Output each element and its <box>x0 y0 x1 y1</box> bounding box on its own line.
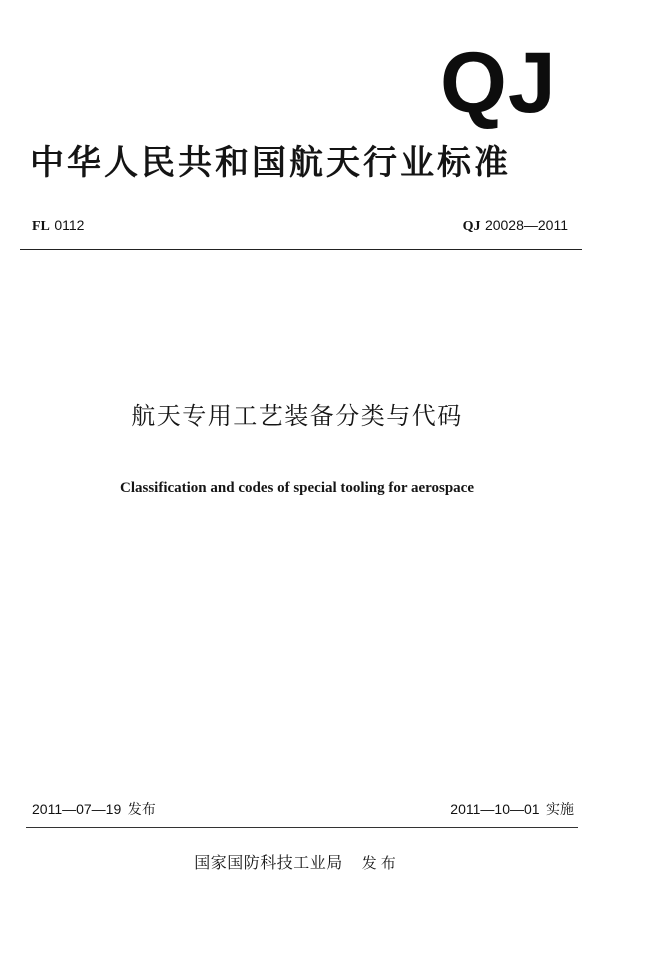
industry-standard-title: 中华人民共和国航天行业标准 <box>30 143 511 183</box>
document-title-english: Classification and codes of special tooling for aerospace <box>119 480 475 496</box>
classification-number: 0112 <box>54 217 85 233</box>
issuing-authority <box>0 852 594 874</box>
classification-prefix: FL <box>32 219 50 234</box>
standard-number: 20028—2011 <box>484 217 568 233</box>
classification-code <box>32 216 84 236</box>
implementation-date-line <box>450 800 574 819</box>
header-divider <box>20 249 582 250</box>
issuing-agency: 国家国防科技工业局 <box>194 853 343 872</box>
document-title-chinese: 航天专用工艺装备分类与代码 <box>131 402 463 430</box>
implementation-label: 实施 <box>546 802 574 818</box>
standard-code <box>463 216 568 236</box>
issue-label: 发布 <box>127 802 156 818</box>
issuing-action: 发布 <box>361 854 400 872</box>
qj-logo: QJ <box>440 35 557 131</box>
standard-prefix: QJ <box>462 219 481 234</box>
implementation-date: 2011—10—01 <box>450 801 540 817</box>
issue-date-line <box>32 800 156 819</box>
issue-date: 2011—07—19 <box>32 801 122 817</box>
footer-divider <box>26 827 578 828</box>
